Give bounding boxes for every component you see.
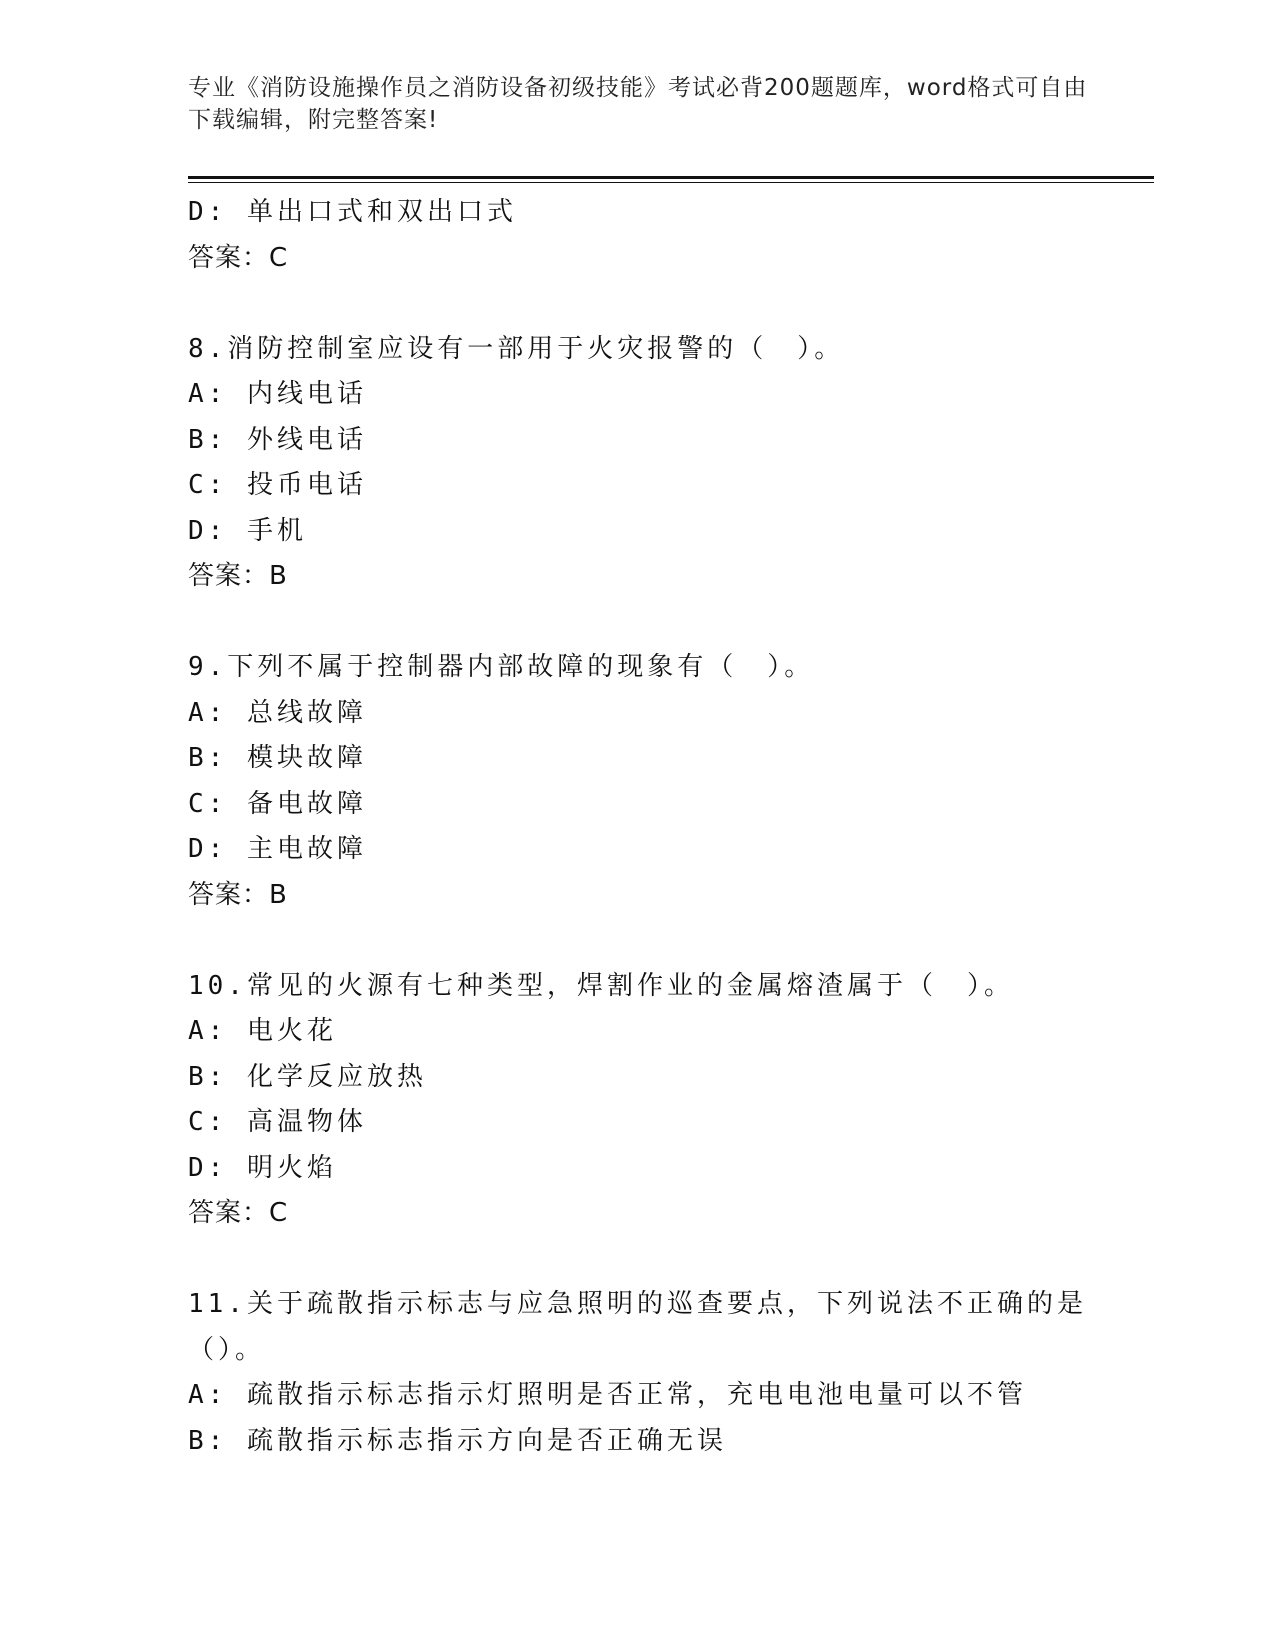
answer-line: 答案：C <box>188 242 289 273</box>
option-b: B: 疏散指示标志指示方向是否正确无误 <box>188 1425 727 1456</box>
spacer <box>188 600 1108 646</box>
option-c: C: 高温物体 <box>188 1107 367 1137</box>
question-text: 9.下列不属于控制器内部故障的现象有（ ）。 <box>188 652 815 682</box>
option-c: C: 备电故障 <box>188 788 367 819</box>
option-b: B: 化学反应放热 <box>188 1061 427 1092</box>
option-d: D: 明火焰 <box>188 1152 337 1183</box>
option-d: D: 主电故障 <box>188 834 367 864</box>
spacer <box>188 281 1108 327</box>
header-divider-thick <box>188 176 1154 179</box>
header-text: 专业《消防设施操作员之消防设备初级技能》考试必背200题题库，word格式可自由下载编辑，附完整答案! <box>188 75 1088 133</box>
spacer <box>188 1237 1108 1283</box>
question-block-10 <box>188 964 1108 1237</box>
option-b: B: 外线电话 <box>188 424 367 455</box>
page-header <box>188 72 1088 136</box>
question-block-11 <box>188 1282 1108 1464</box>
question-block-8 <box>188 327 1108 600</box>
question-list <box>188 190 1108 1464</box>
header-divider-thin <box>188 182 1154 183</box>
option-a: A: 总线故障 <box>188 697 367 728</box>
option-d: D: 单出口式和双出口式 <box>188 197 517 227</box>
option-b: B: 模块故障 <box>188 743 367 773</box>
answer-line: 答案：B <box>188 561 288 591</box>
option-a: A: 电火花 <box>188 1016 337 1046</box>
question-text: 10.常见的火源有七种类型，焊割作业的金属熔渣属于（ ）。 <box>188 970 1014 1001</box>
option-a: A: 内线电话 <box>188 379 367 409</box>
question-text: 8.消防控制室应设有一部用于火灾报警的（ ）。 <box>188 333 845 364</box>
answer-line: 答案：C <box>188 1198 289 1228</box>
option-d: D: 手机 <box>188 515 307 546</box>
option-a: A: 疏散指示标志指示灯照明是否正常，充电电池电量可以不管 <box>188 1380 1027 1410</box>
question-block-7 <box>188 190 1108 281</box>
question-text: 11.关于疏散指示标志与应急照明的巡查要点，下列说法不正确的是（）。 <box>188 1289 1087 1365</box>
question-block-9 <box>188 645 1108 918</box>
option-c: C: 投币电话 <box>188 470 367 500</box>
spacer <box>188 918 1108 964</box>
answer-line: 答案：B <box>188 879 288 910</box>
